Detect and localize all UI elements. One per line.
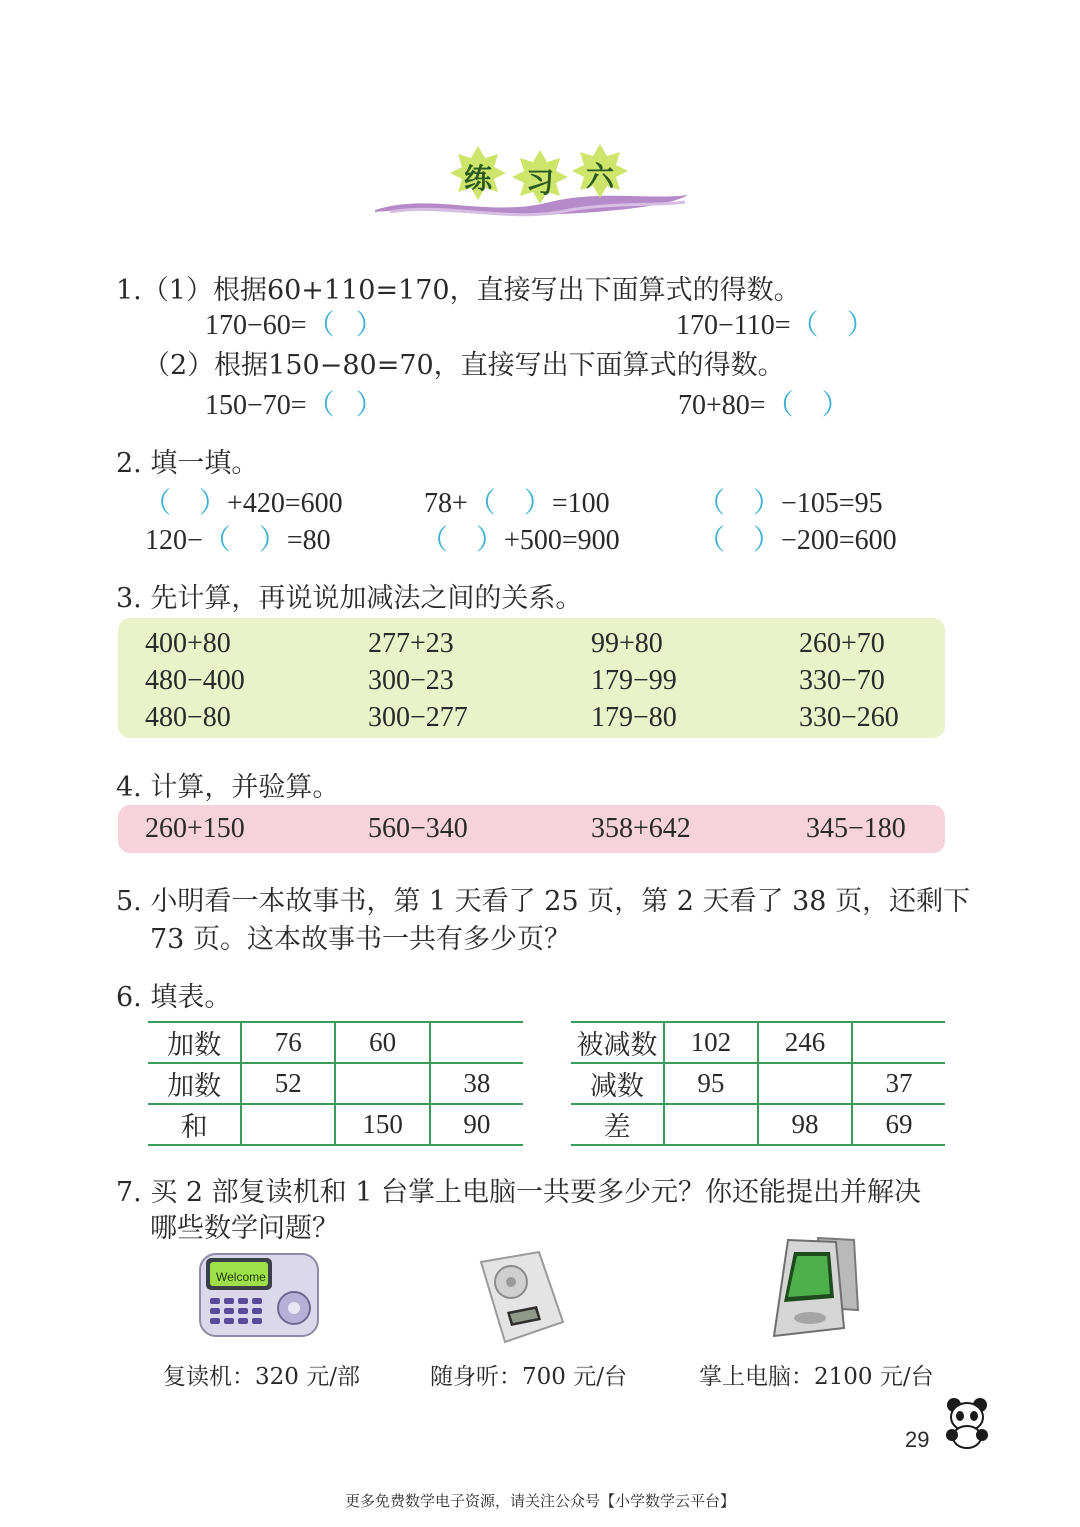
q4-item: 560−340 (368, 813, 468, 844)
table-cell-blank[interactable] (664, 1104, 758, 1145)
q1-part1-prompt: 1.（1）根据60+110=170，直接写出下面算式的得数。 (116, 275, 801, 306)
walkman-device-icon (477, 1250, 567, 1345)
q1-p2-expr-a: 150−70=（ ） (205, 390, 384, 421)
table-cell: 和 (148, 1104, 241, 1145)
caption-repeater: 复读机：320 元/部 (163, 1364, 360, 1390)
q3-prompt: 3. 先计算，再说说加减法之间的关系。 (116, 583, 583, 614)
q4-prompt: 4. 计算，并验算。 (116, 772, 340, 803)
q2-r1c3: （ ）−105=95 (697, 488, 883, 519)
table-cell-blank[interactable] (335, 1063, 429, 1104)
table-cell: 被减数 (571, 1022, 664, 1063)
q3-col4: 260+70 330−70 330−260 (799, 628, 899, 733)
q1-part2-prompt: （2）根据150−80=70，直接写出下面算式的得数。 (143, 350, 785, 381)
table-row (148, 1022, 523, 1063)
q3-col2: 277+23 300−23 300−277 (368, 628, 468, 733)
q6-prompt: 6. 填表。 (116, 982, 232, 1013)
q1-p1-expr-b: 170−110=（ ） (676, 310, 875, 341)
q3-col1: 400+80 480−400 480−80 (145, 628, 245, 733)
q1-p2-expr-b: 70+80=（ ） (678, 390, 850, 421)
subtraction-table (571, 1021, 945, 1146)
table-cell: 60 (335, 1022, 429, 1063)
table-cell: 37 (852, 1063, 945, 1104)
table-cell-blank[interactable] (852, 1022, 945, 1063)
q2-r1c2: 78+（ ）=100 (424, 488, 610, 519)
answer-blank[interactable]: （ ） (697, 488, 782, 519)
q2-prompt: 2. 填一填。 (116, 448, 259, 479)
table-row (571, 1022, 945, 1063)
q2-r1c1: （ ）+420=600 (143, 488, 343, 519)
title-char: 习 (526, 166, 555, 199)
answer-blank[interactable]: （ ） (697, 525, 782, 556)
table-cell: 加数 (148, 1063, 241, 1104)
table-cell-blank[interactable] (430, 1022, 523, 1063)
q7-line2: 哪些数学问题？ (150, 1213, 339, 1244)
answer-blank[interactable]: （ ） (143, 488, 228, 519)
answer-blank[interactable]: （ ） (420, 525, 505, 556)
q2-r2c3: （ ）−200=600 (697, 525, 897, 556)
table-row (148, 1104, 523, 1145)
table-cell: 90 (430, 1104, 523, 1145)
table-cell-blank[interactable] (758, 1063, 852, 1104)
answer-blank[interactable]: （ ） (306, 310, 384, 341)
q4-item: 345−180 (806, 813, 906, 844)
page-number: 29 (905, 1427, 930, 1452)
q3-col3: 99+80 179−99 179−80 (591, 628, 677, 733)
title-banner (370, 140, 700, 230)
answer-blank[interactable]: （ ） (765, 390, 850, 421)
footer-note: 更多免费数学电子资源，请关注公众号【小学数学云平台】 (344, 1492, 735, 1510)
table-cell: 38 (430, 1063, 523, 1104)
answer-blank[interactable]: （ ） (467, 488, 552, 519)
q1-p1-expr-a: 170−60=（ ） (205, 310, 384, 341)
table-row (148, 1063, 523, 1104)
table-cell: 150 (335, 1104, 429, 1145)
table-cell: 102 (664, 1022, 758, 1063)
q5-line2: 73 页。这本故事书一共有多少页？ (150, 924, 571, 955)
title-char: 练 (464, 162, 493, 195)
handheld-computer-icon (762, 1236, 862, 1346)
q2-r2c1: 120−（ ）=80 (145, 525, 331, 556)
answer-blank[interactable]: （ ） (202, 525, 287, 556)
table-cell: 98 (758, 1104, 852, 1145)
answer-blank[interactable]: （ ） (790, 310, 875, 341)
q4-item: 260+150 (145, 813, 245, 844)
repeater-screen-text: Welcome (216, 1270, 266, 1284)
table-cell: 95 (664, 1063, 758, 1104)
q5-line1: 5. 小明看一本故事书，第 1 天看了 25 页，第 2 天看了 38 页，还剩下 (116, 886, 971, 917)
panda-icon (942, 1395, 992, 1450)
addition-table (148, 1021, 523, 1146)
title-char: 六 (586, 160, 615, 193)
table-cell: 差 (571, 1104, 664, 1145)
q7-line1: 7. 买 2 部复读机和 1 台掌上电脑一共要多少元？你还能提出并解决 (116, 1177, 922, 1208)
table-row (571, 1104, 945, 1145)
table-row (571, 1063, 945, 1104)
repeater-device-icon (198, 1250, 323, 1340)
table-cell: 246 (758, 1022, 852, 1063)
table-cell: 76 (241, 1022, 335, 1063)
answer-blank[interactable]: （ ） (306, 390, 384, 421)
table-cell: 加数 (148, 1022, 241, 1063)
q2-r2c2: （ ）+500=900 (420, 525, 620, 556)
table-cell-blank[interactable] (241, 1104, 335, 1145)
caption-walkman: 随身听：700 元/台 (430, 1364, 627, 1390)
caption-handheld-computer: 掌上电脑：2100 元/台 (699, 1364, 934, 1390)
table-cell: 减数 (571, 1063, 664, 1104)
q4-item: 358+642 (591, 813, 691, 844)
table-cell: 69 (852, 1104, 945, 1145)
table-cell: 52 (241, 1063, 335, 1104)
